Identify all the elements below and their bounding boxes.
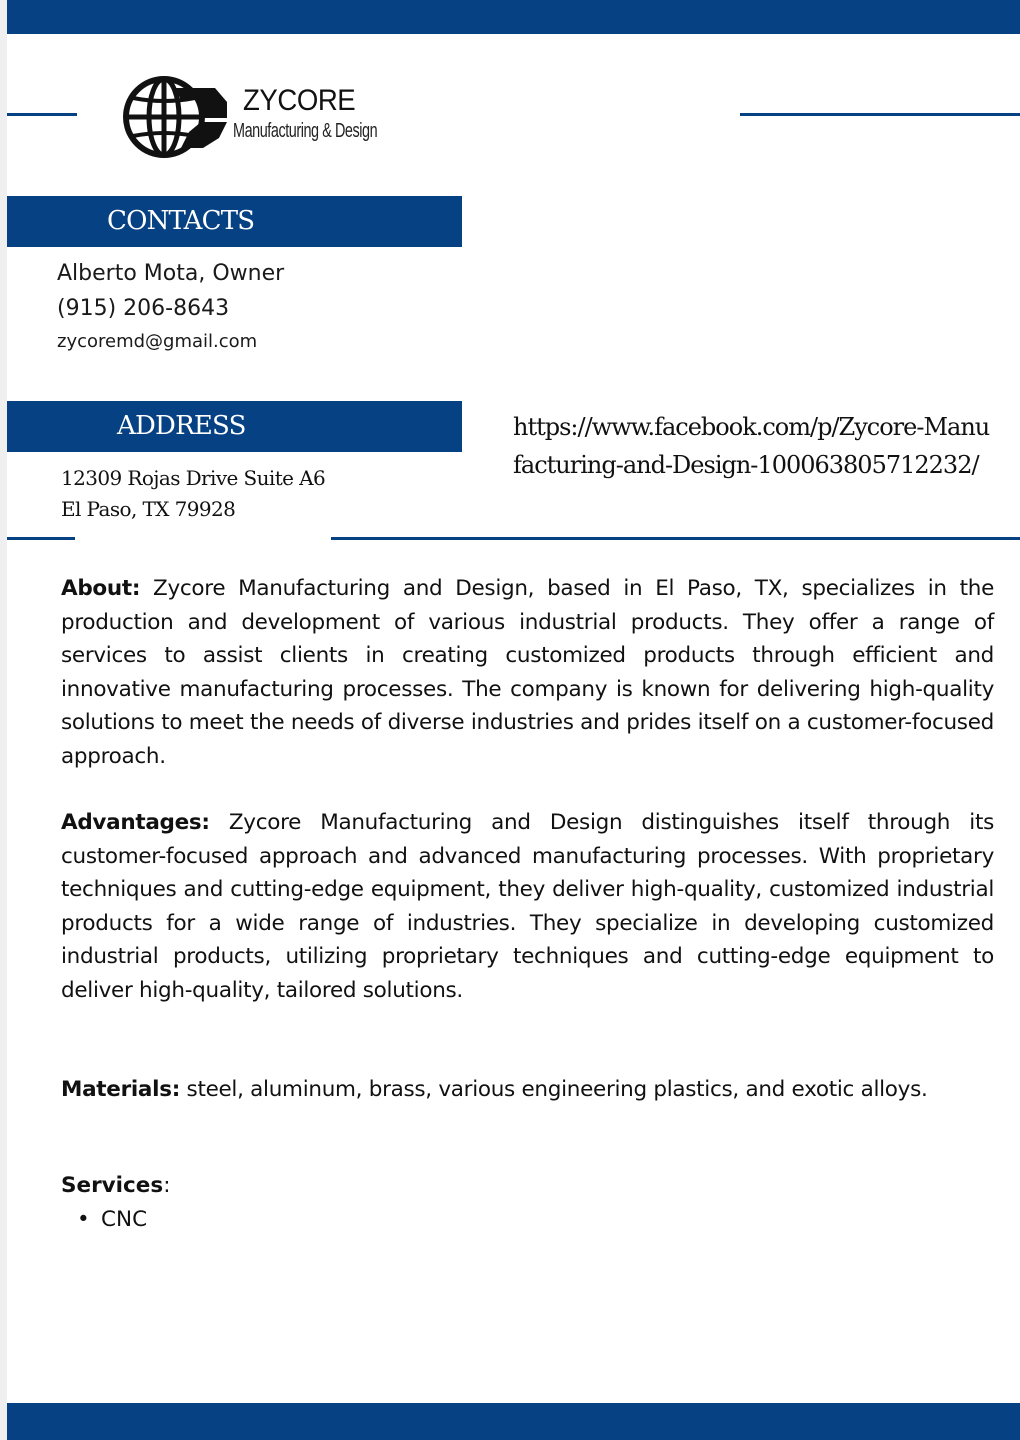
services-colon: :: [163, 1173, 171, 1198]
services-label: Services: [61, 1173, 164, 1198]
logo-wordmark: ZYCORE: [243, 84, 356, 117]
globe-icon: [123, 74, 231, 160]
advantages-text: Zycore Manufacturing and Design distinguishes itself through its customer-focused approach and advanced manufacturing processes. With proprietary techniques and cutting-edge equipment, they deliver high-quality, customized industrial products for a wide range of industries. They specialize in developing customized industrial products, utilizing proprietary techniques and cutting-edge equipment to deliver high-quality, tailored solutions.: [61, 810, 994, 1003]
contact-email: zycoremd@gmail.com: [57, 331, 258, 352]
header-divider-left: [7, 113, 77, 116]
address-line-1: 12309 Rojas Drive Suite A6: [61, 466, 326, 490]
contact-name: Alberto Mota, Owner: [57, 261, 285, 286]
section-divider-right: [331, 537, 1020, 540]
top-accent-bar: [7, 0, 1020, 34]
company-logo: [123, 74, 393, 160]
service-item: CNC: [101, 1207, 148, 1232]
list-item: [73, 1203, 147, 1236]
bullet-icon: •: [77, 1207, 90, 1232]
document-page: [7, 0, 1020, 1440]
materials-label: Materials:: [61, 1077, 181, 1102]
about-label: About:: [61, 576, 141, 601]
contacts-header: CONTACTS: [7, 196, 462, 247]
logo-tagline: Manufacturing & Design: [233, 120, 378, 142]
services-list: [73, 1203, 147, 1236]
advantages-paragraph: [61, 806, 994, 1007]
contact-phone: (915) 206-8643: [57, 296, 230, 321]
header-divider-right: [740, 113, 1020, 116]
address-header: ADDRESS: [7, 401, 462, 452]
about-text: Zycore Manufacturing and Design, based in El Paso, TX, specializes in the production and development of various industrial products. They offer a range of services to assist clients in creating customized products through efficient and innovative manufacturing processes. The company is known for delivering high-quality solutions to meet the needs of diverse industries and prides itself on a customer-focused approach.: [61, 576, 994, 769]
advantages-label: Advantages:: [61, 810, 210, 835]
bottom-accent-bar: [7, 1403, 1020, 1440]
about-paragraph: [61, 572, 994, 773]
address-line-2: El Paso, TX 79928: [61, 497, 236, 521]
services-heading: [61, 1169, 170, 1202]
facebook-link[interactable]: https://www.facebook.com/p/Zycore-Manufacturing-and-Design-100063805712232/: [513, 413, 990, 479]
section-divider-left: [7, 537, 75, 540]
materials-paragraph: [61, 1073, 994, 1107]
materials-text: steel, aluminum, brass, various engineering plastics, and exotic alloys.: [180, 1077, 928, 1102]
